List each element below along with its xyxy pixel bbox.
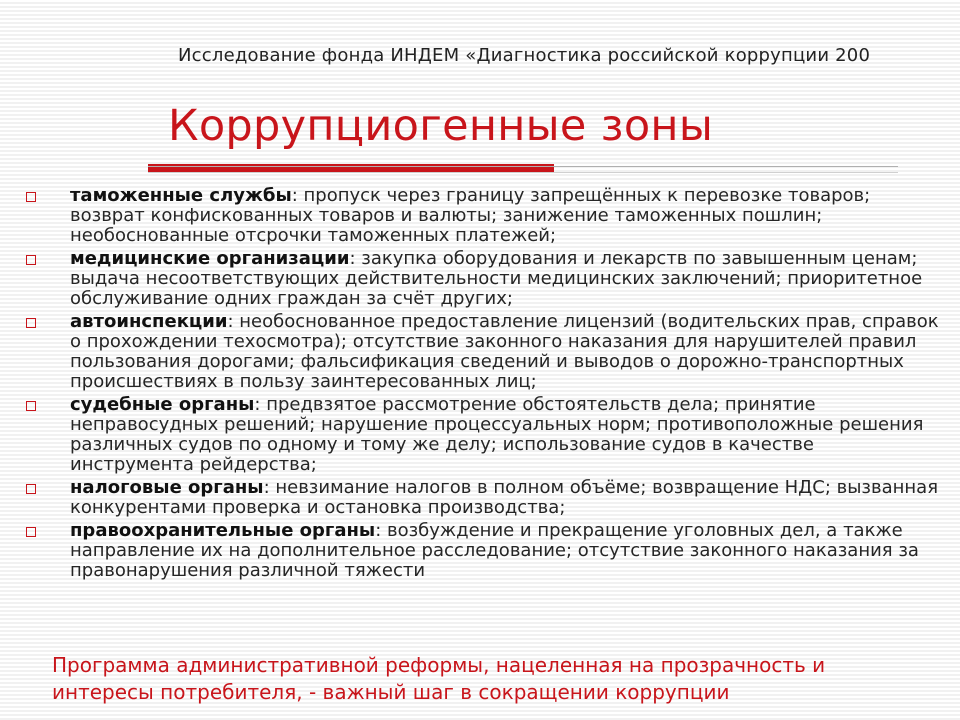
list-item-text: : предвзятое рассмотрение обстоятельств дела; принятие неправосудных решений; нарушение процессуальных норм; противоположные решения различных судов по одному и тому же делу; использование судов в качестве инструмента рейдерства; bbox=[70, 394, 924, 475]
list-item-law-enforcement bbox=[20, 521, 940, 581]
slide-subtitle: Исследование фонда ИНДЕМ «Диагностика российской коррупции 200 bbox=[178, 45, 871, 66]
list-item-tax bbox=[20, 478, 940, 518]
slide-title: Коррупциогенные зоны bbox=[168, 101, 714, 151]
hollow-square-bullet-icon bbox=[26, 527, 36, 537]
list-item-text: : возбуждение и прекращение уголовных дел, а также направление их на дополнительное расследование; отсутствие законного наказания за правонарушения различной тяжести bbox=[70, 520, 919, 581]
hollow-square-bullet-icon bbox=[26, 192, 36, 202]
reform-note: Программа административной реформы, нацеленная на прозрачность и интересы потребителя, - важный шаг в сокращении коррупции bbox=[52, 653, 826, 704]
list-item-traffic-police bbox=[20, 312, 940, 392]
list-item-term: судебные органы bbox=[70, 394, 255, 415]
corruption-zones-list bbox=[20, 186, 940, 584]
list-item-term: налоговые органы bbox=[70, 477, 264, 498]
hollow-square-bullet-icon bbox=[26, 255, 36, 265]
list-item-medical bbox=[20, 249, 940, 309]
list-item-text: : невзимание налогов в полном объёме; возвращение НДС; вызванная конкурентами проверка и остановка производства; bbox=[70, 477, 939, 518]
list-item-text: : необоснованное предоставление лицензий (водительских прав, справок о прохождении техосмотра); отсутствие законного наказания для нарушителей правил пользования дорогами; фальсификация сведений и выводов о дорожно-транспортных происшествиях в пользу заинтересованных лиц; bbox=[70, 311, 939, 392]
title-divider-line-secondary bbox=[148, 172, 898, 173]
list-item-text: : закупка оборудования и лекарств по завышенным ценам; выдача несоответствующих действительности медицинских заключений; приоритетное обслуживание одних граждан за счёт других; bbox=[70, 248, 923, 309]
list-item-term: правоохранительные органы bbox=[70, 520, 376, 541]
hollow-square-bullet-icon bbox=[26, 401, 36, 411]
list-item-term: таможенные службы bbox=[70, 185, 292, 206]
hollow-square-bullet-icon bbox=[26, 318, 36, 328]
list-item-term: автоинспекции bbox=[70, 311, 228, 332]
list-item-courts bbox=[20, 395, 940, 475]
list-item-text: : пропуск через границу запрещённых к перевозке товаров; возврат конфискованных товаров и валюты; занижение таможенных пошлин; необоснованные отсрочки таможенных платежей; bbox=[70, 185, 871, 246]
title-divider-line bbox=[148, 166, 898, 167]
list-item-term: медицинские организации bbox=[70, 248, 350, 269]
hollow-square-bullet-icon bbox=[26, 484, 36, 494]
list-item-customs bbox=[20, 186, 940, 246]
